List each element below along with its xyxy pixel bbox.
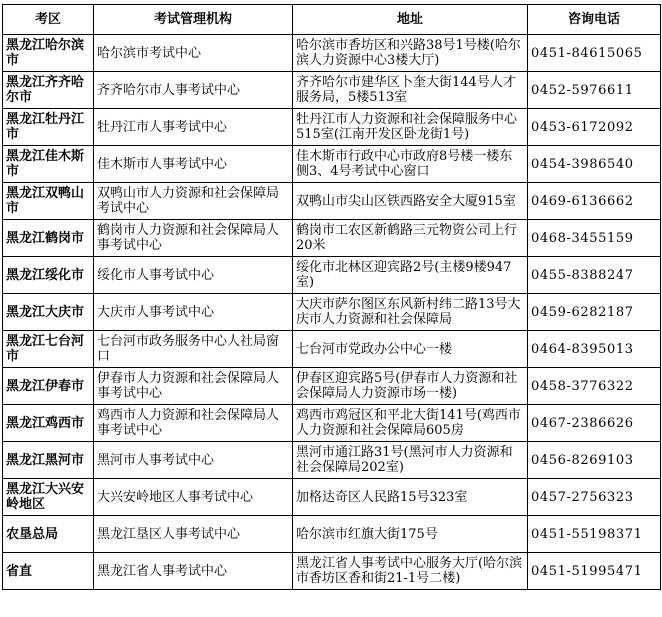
- address-cell: 黑龙江省人事考试中心服务大厅(哈尔滨市香坊区香和街21-1号二楼): [293, 553, 528, 590]
- exam-centers-table-wrapper: [2, 4, 660, 590]
- phone-cell: 0451-51995471: [528, 553, 661, 590]
- org-cell: 鸡西市人力资源和社会保障局人事考试中心: [94, 405, 293, 442]
- table-row: [3, 294, 661, 331]
- phone-cell: 0458-3776322: [528, 368, 661, 405]
- address-cell: 绥化市北林区迎宾路2号(主楼9楼947室): [293, 257, 528, 294]
- table-row: [3, 442, 661, 479]
- org-cell: 佳木斯市人事考试中心: [94, 146, 293, 183]
- org-cell: 七台河市政务服务中心人社局窗口: [94, 331, 293, 368]
- phone-cell: 0456-8269103: [528, 442, 661, 479]
- area-cell: 黑龙江伊春市: [3, 368, 94, 405]
- table-row: [3, 516, 661, 553]
- area-cell: 黑龙江齐齐哈尔市: [3, 72, 94, 109]
- area-cell: 黑龙江大兴安岭地区: [3, 479, 94, 516]
- phone-cell: 0454-3986540: [528, 146, 661, 183]
- table-row: [3, 553, 661, 590]
- table-row: [3, 368, 661, 405]
- table-row: [3, 220, 661, 257]
- org-cell: 伊春市人力资源和社会保障局人事考试中心: [94, 368, 293, 405]
- org-cell: 哈尔滨市考试中心: [94, 35, 293, 72]
- address-cell: 七台河市党政办公中心一楼: [293, 331, 528, 368]
- address-cell: 大庆市萨尔图区东风新村纬二路13号大庆市人力资源和社会保障局: [293, 294, 528, 331]
- org-cell: 大庆市人事考试中心: [94, 294, 293, 331]
- phone-cell: 0451-84615065: [528, 35, 661, 72]
- address-cell: 牡丹江市人力资源和社会保障服务中心515室(江南开发区卧龙街1号): [293, 109, 528, 146]
- table-row: [3, 72, 661, 109]
- address-cell: 双鸭山市尖山区铁西路安全大厦915室: [293, 183, 528, 220]
- org-cell: 牡丹江市人事考试中心: [94, 109, 293, 146]
- header-area: 考区: [3, 5, 94, 35]
- phone-cell: 0455-8388247: [528, 257, 661, 294]
- org-cell: 双鸭山市人力资源和社会保障局考试中心: [94, 183, 293, 220]
- area-cell: 黑龙江绥化市: [3, 257, 94, 294]
- area-cell: 黑龙江牡丹江市: [3, 109, 94, 146]
- address-cell: 黑河市通江路31号(黑河市人力资源和社会保障局202室): [293, 442, 528, 479]
- header-phone: 咨询电话: [528, 5, 661, 35]
- table-row: [3, 146, 661, 183]
- table-row: [3, 109, 661, 146]
- exam-centers-table: [2, 4, 661, 590]
- address-cell: 哈尔滨市红旗大街175号: [293, 516, 528, 553]
- org-cell: 齐齐哈尔市人事考试中心: [94, 72, 293, 109]
- area-cell: 农垦总局: [3, 516, 94, 553]
- phone-cell: 0464-8395013: [528, 331, 661, 368]
- phone-cell: 0453-6172092: [528, 109, 661, 146]
- area-cell: 黑龙江双鸭山市: [3, 183, 94, 220]
- address-cell: 加格达奇区人民路15号323室: [293, 479, 528, 516]
- area-cell: 黑龙江大庆市: [3, 294, 94, 331]
- area-cell: 省直: [3, 553, 94, 590]
- phone-cell: 0451-55198371: [528, 516, 661, 553]
- address-cell: 伊春区迎宾路5号(伊春市人力资源和社会保障局人力资源市场一楼): [293, 368, 528, 405]
- org-cell: 黑河市人事考试中心: [94, 442, 293, 479]
- header-org: 考试管理机构: [94, 5, 293, 35]
- org-cell: 绥化市人事考试中心: [94, 257, 293, 294]
- phone-cell: 0469-6136662: [528, 183, 661, 220]
- phone-cell: 0468-3455159: [528, 220, 661, 257]
- area-cell: 黑龙江黑河市: [3, 442, 94, 479]
- address-cell: 齐齐哈尔市建华区卜奎大街144号人才服务局，5楼513室: [293, 72, 528, 109]
- table-row: [3, 35, 661, 72]
- org-cell: 鹤岗市人力资源和社会保障局人事考试中心: [94, 220, 293, 257]
- table-header-row: [3, 5, 661, 35]
- table-body: [3, 35, 661, 590]
- header-address: 地址: [293, 5, 528, 35]
- area-cell: 黑龙江鸡西市: [3, 405, 94, 442]
- address-cell: 佳木斯市行政中心市政府8号楼一楼东侧3、4号考试中心窗口: [293, 146, 528, 183]
- phone-cell: 0457-2756323: [528, 479, 661, 516]
- area-cell: 黑龙江七台河市: [3, 331, 94, 368]
- org-cell: 黑龙江垦区人事考试中心: [94, 516, 293, 553]
- address-cell: 鹤岗市工农区新鹤路三元物资公司上行20米: [293, 220, 528, 257]
- table-row: [3, 405, 661, 442]
- phone-cell: 0459-6282187: [528, 294, 661, 331]
- address-cell: 哈尔滨市香坊区和兴路38号1号楼(哈尔滨人力资源中心3楼大厅): [293, 35, 528, 72]
- table-row: [3, 183, 661, 220]
- phone-cell: 0452-5976611: [528, 72, 661, 109]
- phone-cell: 0467-2386626: [528, 405, 661, 442]
- table-row: [3, 257, 661, 294]
- table-row: [3, 331, 661, 368]
- org-cell: 黑龙江省人事考试中心: [94, 553, 293, 590]
- table-row: [3, 479, 661, 516]
- org-cell: 大兴安岭地区人事考试中心: [94, 479, 293, 516]
- address-cell: 鸡西市鸡冠区和平北大街141号(鸡西市人力资源和社会保障局605房: [293, 405, 528, 442]
- area-cell: 黑龙江佳木斯市: [3, 146, 94, 183]
- area-cell: 黑龙江鹤岗市: [3, 220, 94, 257]
- area-cell: 黑龙江哈尔滨市: [3, 35, 94, 72]
